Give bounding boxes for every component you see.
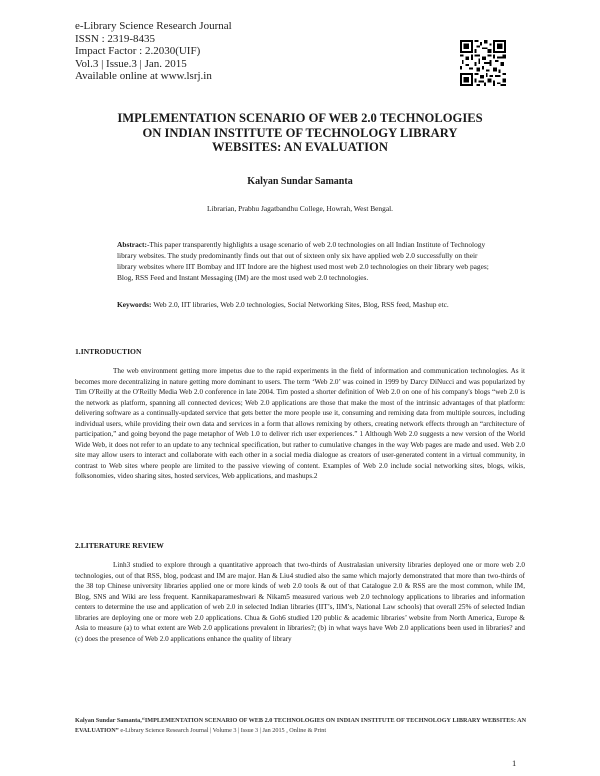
keywords [117, 299, 489, 310]
section-heading-literature-review: 2.LITERATURE REVIEW [75, 541, 164, 550]
abstract [117, 239, 489, 283]
journal-impact-factor: Impact Factor : 2.2030(UIF) [75, 45, 201, 57]
author-name: Kalyan Sundar Samanta [247, 176, 353, 187]
journal-availability: Available online at www.lsrj.in [75, 70, 212, 82]
article-title-line-3: WEBSITES: AN EVALUATION [212, 140, 388, 154]
article-title-line-2: ON INDIAN INSTITUTE OF TECHNOLOGY LIBRARY [142, 125, 458, 140]
qr-code-icon [460, 40, 506, 86]
citation-footer [75, 716, 537, 735]
abstract-text: -This paper transparently highlights a usage scenario of web 2.0 technologies on all Indian Institute of Technology library websites. The study predominantly finds out that out of sixteen only six have applied web 2.0 successfully on their library websites where IIT Bombay and IIT Indore are the highest used most web 2.0 technologies on their library web pages; Blog, RSS Feed and Instant Messaging (IM) are the most used web 2.0 technologies. [117, 240, 489, 282]
article-title [75, 111, 525, 155]
author-affiliation: Librarian, Prabhu Jagatbandhu College, Howrah, West Bengal. [206, 204, 394, 213]
abstract-label: Abstract: [117, 240, 147, 249]
keywords-text: Web 2.0, IIT libraries, Web 2.0 technologies, Social Networking Sites, Blog, RSS feed, Mashup etc. [151, 300, 449, 309]
citation-title: Kalyan Sundar Samanta,“IMPLEMENTATION SCENARIO OF WEB 2.0 TECHNOLOGIES ON INDIAN INSTITUTE OF TECHNOLOGY LIBRARY WEBSITES: AN EVALUATION” [75, 717, 527, 734]
journal-issn: ISSN : 2319-8435 [75, 32, 156, 45]
introduction-paragraph: The web environment getting more impetus due to the rapid experiments in the field of information and communication technologies. As it becomes more decentralizing in nature getting more dominant to users. The term ‘Web 2.0’ was coined in 1999 by Darcy DiNucci and was popularized by Tim O'Reilly at the O'Reilly Media Web 2.0 conference in late 2004. Tim posted a shorter definition of Web 2.0 on one of his company's blogs “web 2.0 is the network as platform, spanning all connected devices; Web 2.0 applications are those that make the most of the intrinsic advantages of that platform: delivering software as a continually-updated service that gets better the more people use it, consuming and remixing data from multiple sources, including individual users, while providing their own data and services in a form that allows remixing by others, creating network effects through an “architecture of participation,” and going beyond the page metaphor of Web 1.0 to deliver rich user experiences.” 1 Although Web 2.0 suggests a new version of the World Wide Web, it does not refer to an update to any technical specification, but rather to cumulative changes in the way Web pages are made and used. Web 2.0 site may allow users to interact and collaborate with each other in a social media dialogue as creators of user-generated content in a virtual community, in contrast to Web sites where people are limited to the passive viewing of content. Examples of Web 2.0 include social networking sites, blogs, wikis, folksonomies, video sharing sites, hosted services, Web applications, and mashups.2 [75, 367, 525, 480]
page-number: 1 [512, 758, 517, 768]
article-title-line-1: IMPLEMENTATION SCENARIO OF WEB 2.0 TECHNOLOGIES [117, 111, 483, 125]
keywords-label: Keywords: [117, 300, 152, 309]
journal-name: e-Library Science Research Journal [75, 20, 232, 32]
section-heading-introduction: 1.INTRODUCTION [75, 347, 142, 356]
citation-details: e-Library Science Research Journal | Volume 3 | Issue 3 | Jan 2015 , Online & Print [118, 726, 327, 734]
journal-volume-issue: Vol.3 | Issue.3 | Jan. 2015 [75, 57, 187, 70]
literature-review-paragraph: Linh3 studied to explore through a quantitative approach that two-thirds of Australasian university libraries deployed one or more web 2.0 technologies, out of that RSS, blog, podcast and IM are major. Han & Liu4 studied also the same which majorly demonstrated that more than two-thirds of the 38 top Chinese university libraries applied one or more kinds of web 2.0 tools & out of that Catalogue 2.0 & RSS are the most common, while IM, Blog, SNS and Wiki are less frequent. Kannikaparameshwari & Nikam5 measured various web 2.0 technology applications to libraries and information centers to determine the use and application of web 2.0 in selected Indian libraries (IIT’s, IIM’s, National Law schools) that overall 25% of selected Indian libraries are deploying one or more web 2.0 applications. Chua & Goh6 studied 120 public & academic libraries’ website from North America, Europe & Asia to measure (a) to what extent are Web 2.0 applications prevalent in libraries?; (b) in what ways have Web 2.0 applications been used in libraries? and (c) does the presence of Web 2.0 applications enhance the quality of library [75, 561, 525, 643]
journal-header [75, 20, 232, 83]
